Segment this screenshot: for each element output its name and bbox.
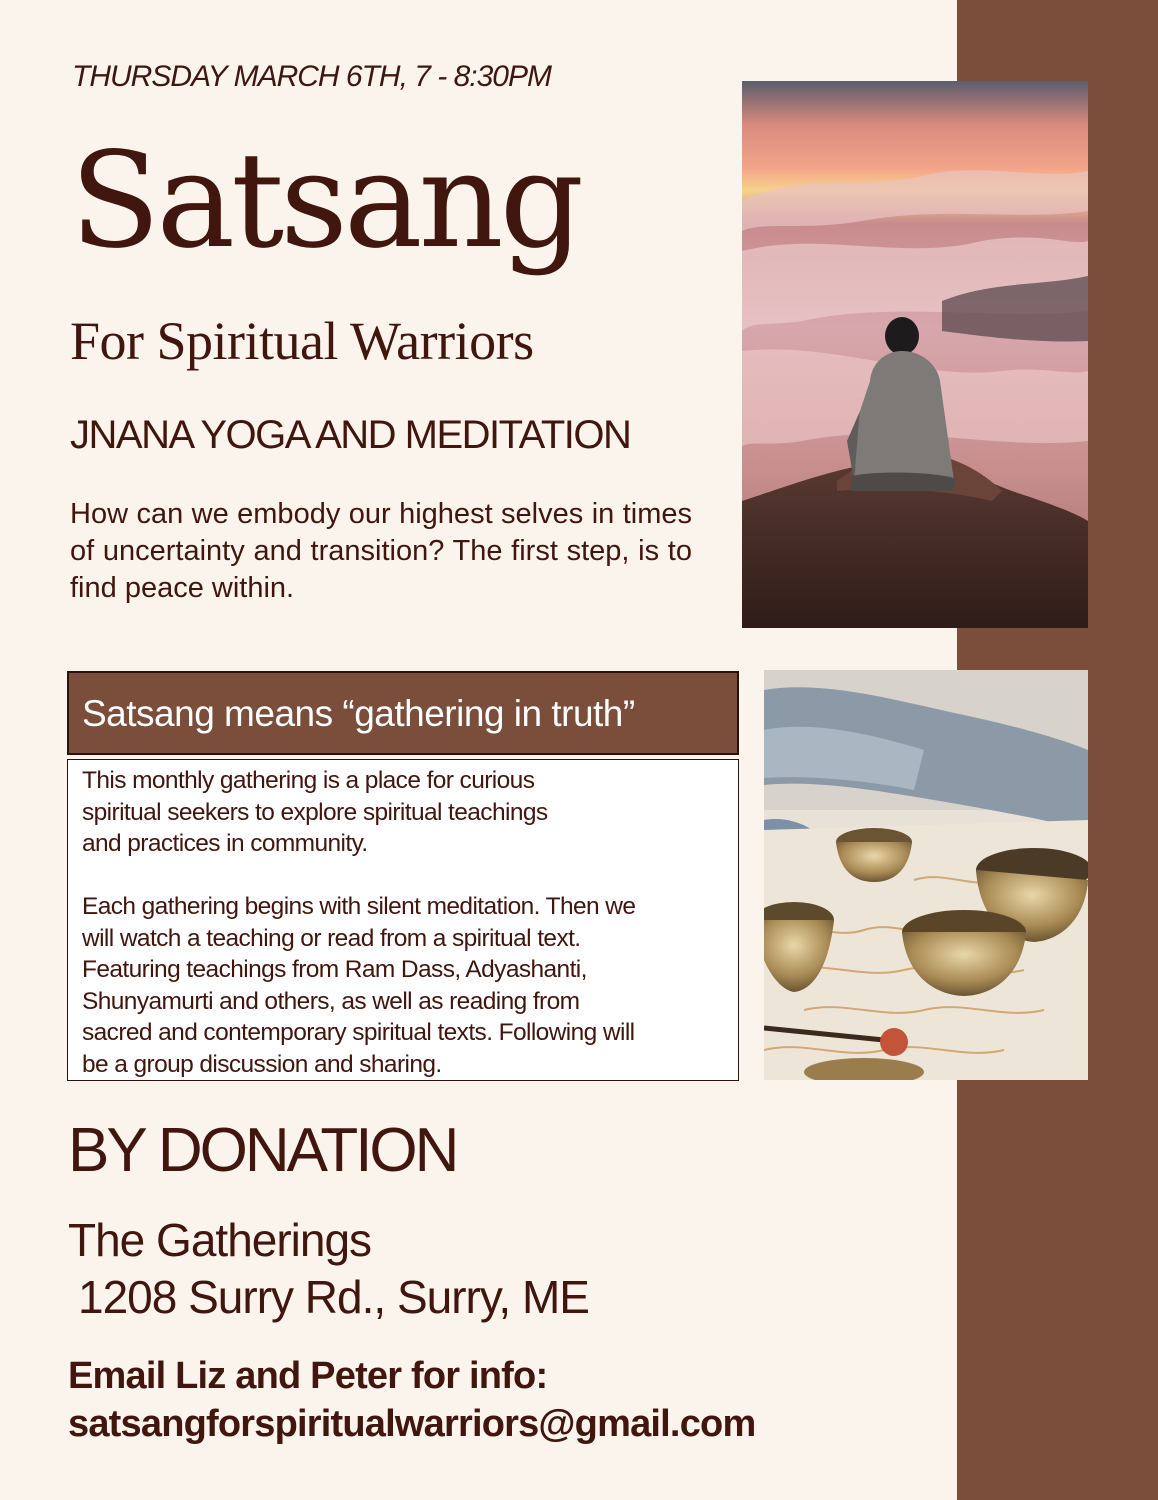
- description-paragraph-2: Each gathering begins with silent meditation. Then we will watch a teaching or read from a spiritual text. Featuring teachings from Ram Dass, Adyashanti, Shunyamurti and others, as well as reading from sacred and contemporary spiritual texts. Following will be a group discussion and sharing.: [82, 893, 636, 1078]
- contact-line: Email Liz and Peter for info:: [68, 1355, 548, 1397]
- mountain-meditation-photo: [742, 81, 1088, 628]
- contact-email-link[interactable]: satsangforspiritualwarriors@gmail.com: [68, 1403, 756, 1445]
- event-date-time: THURSDAY MARCH 6TH, 7 - 8:30PM: [72, 60, 551, 93]
- description-box: [67, 759, 739, 1081]
- venue-block: [68, 1212, 589, 1326]
- event-subtitle: For Spiritual Warriors: [70, 311, 534, 371]
- intro-paragraph: How can we embody our highest selves in times of uncertainty and transition? The first step, is to find peace within.: [70, 498, 692, 604]
- venue-name: The Gatherings: [68, 1214, 372, 1266]
- event-title: Satsang: [70, 124, 581, 278]
- definition-banner: [67, 671, 739, 755]
- description-paragraph-1: This monthly gathering is a place for curious spiritual seekers to explore spiritual teachings and practices in community.: [82, 767, 548, 857]
- definition-banner-text: Satsang means “gathering in truth”: [82, 693, 635, 734]
- venue-address: 1208 Surry Rd., Surry, ME: [78, 1271, 589, 1323]
- singing-bowls-photo: [764, 670, 1088, 1080]
- contact-block: [68, 1352, 755, 1448]
- event-tagline: JNANA YOGA AND MEDITATION: [70, 413, 631, 457]
- donation-label: BY DONATION: [68, 1116, 457, 1185]
